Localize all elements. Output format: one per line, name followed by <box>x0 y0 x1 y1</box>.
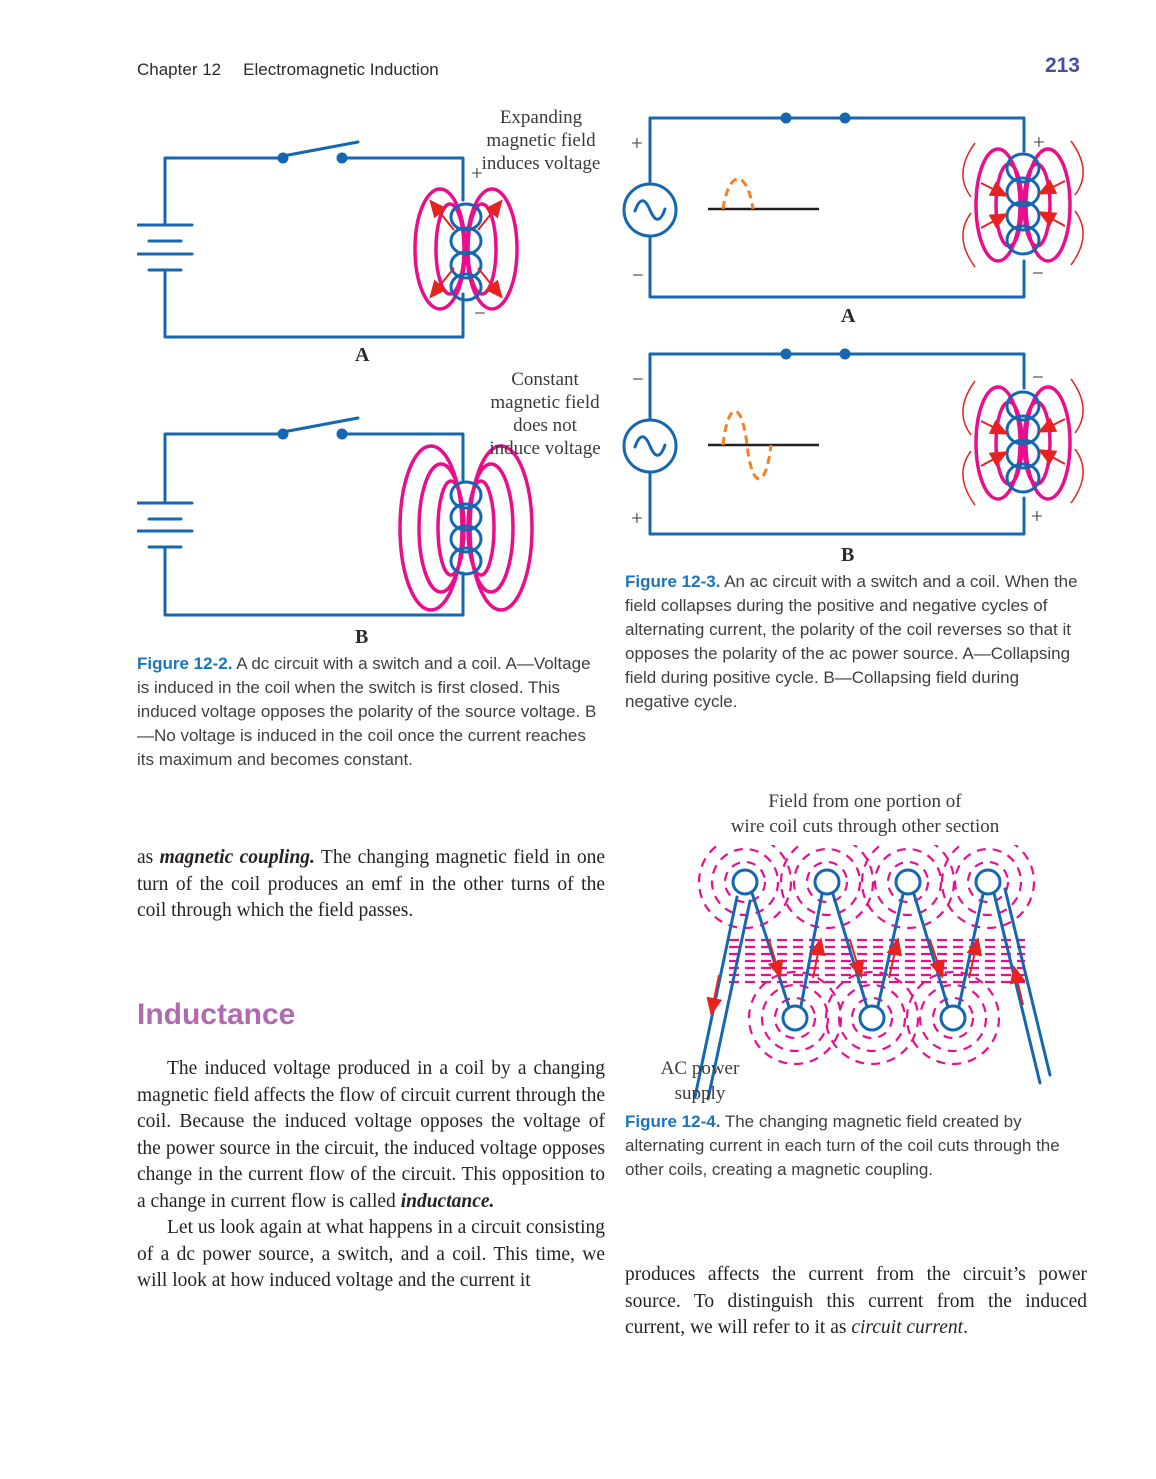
figure-12-4-caption <box>625 1110 1085 1182</box>
figure-12-3-panel-b <box>617 330 1107 570</box>
caption-text: A dc circuit with a switch and a coil. A—Voltage is induced in the coil when the switch is first closed. This induced voltage opposes the polarity of the source voltage. B—No voltage is induced in the coil once the current reaches its maximum and becomes constant. <box>137 654 597 769</box>
body-text: as <box>137 847 160 868</box>
battery-icon <box>138 225 192 270</box>
field-annotation: Constant magnetic field does not induce voltage <box>489 369 601 459</box>
emphasis-inductance: inductance. <box>400 1190 495 1212</box>
supply-label-line-2: supply <box>674 1083 726 1104</box>
ac-power-supply-label <box>640 1056 760 1106</box>
coil-minus-sign: − <box>474 301 486 325</box>
field-annotation: Expanding magnetic field induces voltage <box>481 107 601 174</box>
figure-12-2-panel-a <box>137 98 607 370</box>
caption-lead: Figure 12-2. <box>137 654 233 673</box>
panel-a-label: A <box>841 305 856 327</box>
battery-icon <box>138 503 192 547</box>
coil-plus-sign: + <box>471 161 483 185</box>
figure-12-2-caption <box>137 652 607 772</box>
coil-top-sign: + <box>1033 130 1045 154</box>
circuit-wires <box>624 118 1024 297</box>
coil-bottom-sign: − <box>1032 261 1044 285</box>
caption-text: An ac circuit with a switch and a coil. When the field collapses during the positive and negative cycles of alternating current, the polarity of the coil reverses so that it opposes the polarity of the ac power source. A—Collapsing field during positive cycle. B—Collapsing field during negative cycle. <box>625 572 1078 711</box>
zigzag-turns <box>752 893 983 1007</box>
magnetic-field-lines <box>400 446 532 610</box>
figure-12-2-panel-b <box>137 368 607 652</box>
switch-blade <box>283 418 358 432</box>
panel-a-label: A <box>355 344 370 366</box>
emphasis-circuit-current: circuit current <box>851 1317 964 1338</box>
figure-12-4-annotation <box>640 789 1090 839</box>
panel-b-label: B <box>841 544 855 566</box>
coil-top-sign: − <box>1032 365 1044 389</box>
body-text: . <box>963 1317 968 1338</box>
switch-blade <box>283 142 358 156</box>
body-paragraph-1 <box>137 845 605 925</box>
source-top-sign: + <box>631 131 643 155</box>
source-top-sign: − <box>632 367 644 391</box>
chapter-title: Electromagnetic Induction <box>243 60 439 79</box>
figure-12-3-panel-a <box>617 95 1107 330</box>
source-bottom-sign: − <box>632 263 644 287</box>
emphasis-magnetic-coupling: magnetic coupling. <box>159 847 315 868</box>
body-paragraph-2 <box>137 1056 605 1295</box>
caption-lead: Figure 12-3. <box>625 572 721 591</box>
coil-icon <box>451 204 481 300</box>
figure-12-3-caption <box>625 570 1085 714</box>
running-header <box>137 60 439 80</box>
coil-bottom-sign: + <box>1031 504 1043 528</box>
positive-half-cycle-wave <box>723 179 753 209</box>
coil-icon <box>451 482 481 574</box>
ac-sine-glyph <box>635 201 665 220</box>
body-text: Let us look again at what happens in a circuit consisting of a dc power source, a switch, and a coil. This time, we will look at how induced voltage and the current it <box>137 1217 605 1291</box>
page-number: 213 <box>1044 54 1080 77</box>
body-text: The changing magnetic field in one turn of the coil produces an emf in the other turns of the coil through which the field passes. <box>137 847 606 921</box>
annotation-line-1: Field from one portion of <box>768 791 962 812</box>
supply-label-line-1: AC power <box>660 1058 740 1079</box>
circuit-wires <box>138 418 463 615</box>
body-paragraph-4 <box>625 1262 1087 1342</box>
source-bottom-sign: + <box>631 506 643 530</box>
caption-lead: Figure 12-4. <box>625 1112 721 1131</box>
section-heading-inductance: Inductance <box>137 998 296 1031</box>
magnetic-field-lines <box>415 189 517 309</box>
right-lead-wires <box>994 889 1050 1083</box>
circuit-wires <box>624 354 1024 534</box>
annotation-line-2: wire coil cuts through other section <box>730 816 1000 837</box>
caption-text: The changing magnetic field created by alternating current in each turn of the coil cuts through the other coils, creating a magnetic coupling. <box>625 1112 1060 1179</box>
panel-b-label: B <box>355 626 369 648</box>
chapter-label: Chapter 12 <box>137 60 222 79</box>
ac-sine-glyph <box>635 437 665 456</box>
body-text: produces affects the current from the circuit’s power source. To distinguish this current from the induced current, we will refer to it as <box>625 1264 1087 1338</box>
body-text: The induced voltage produced in a coil by a changing magnetic field affects the flow of circuit current through the coil. Because the induced voltage opposes the voltage of the power source in the circuit, the induced voltage opposes change in the current flow of the circuit. This opposition to a change in current flow is called <box>137 1058 605 1212</box>
